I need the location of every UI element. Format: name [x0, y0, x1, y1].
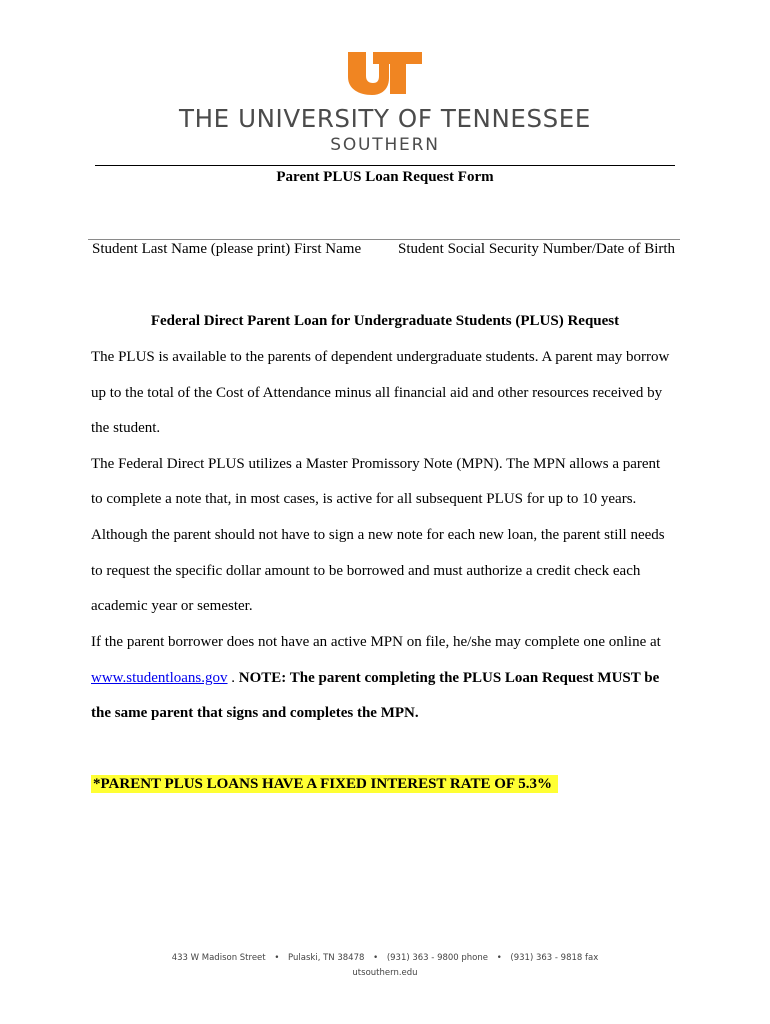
student-ssn-dob-label: Student Social Security Number/Date of Birth: [398, 241, 676, 257]
footer-separator: •: [274, 953, 280, 963]
body-text-line: academic year or semester.: [91, 598, 253, 614]
link-separator: .: [227, 670, 239, 686]
footer-city: Pulaski, TN 38478: [288, 953, 365, 963]
footer-separator: •: [496, 953, 502, 963]
footer-website: utsouthern.edu: [352, 968, 418, 978]
footer-address: 433 W Madison Street: [171, 953, 266, 963]
body-text-line: The Federal Direct PLUS utilizes a Master Promissory Note (MPN). The MPN allows a parent: [91, 456, 661, 472]
ut-power-t-logo-icon: [346, 50, 424, 96]
body-text-line: to request the specific dollar amount to be borrowed and must authorize a credit check each: [91, 563, 641, 579]
body-text-line: the student.: [91, 420, 161, 436]
body-text-line: Although the parent should not have to sign a new note for each new loan, the parent still needs: [91, 527, 665, 543]
student-name-label: Student Last Name (please print) First Name: [92, 241, 362, 257]
note-text-continued: the same parent that signs and completes the MPN.: [91, 705, 419, 721]
header-divider: [95, 165, 675, 166]
body-text-line: up to the total of the Cost of Attendance minus all financial aid and other resources received by: [91, 385, 663, 401]
body-text-line: [91, 670, 659, 687]
rate-notice: [91, 776, 558, 793]
footer-phone: (931) 363 - 9800 phone: [386, 953, 488, 963]
footer-fax: (931) 363 - 9818 fax: [510, 953, 599, 963]
footer-contact: [0, 953, 770, 963]
body-text-line: to complete a note that, in most cases, is active for all subsequent PLUS for up to 10 years.: [91, 491, 637, 507]
signature-line: [88, 239, 680, 240]
studentloans-link[interactable]: www.studentloans.gov: [91, 670, 228, 686]
note-text: NOTE: The parent completing the PLUS Loan Request MUST be: [238, 670, 660, 686]
university-name: THE UNIVERSITY OF TENNESSEE: [179, 104, 591, 133]
section-title: Federal Direct Parent Loan for Undergraduate Students (PLUS) Request: [150, 313, 620, 329]
body-text-line: If the parent borrower does not have an active MPN on file, he/she may complete one online at: [91, 634, 661, 650]
footer-separator: •: [373, 953, 379, 963]
rate-notice-highlight: *PARENT PLUS LOANS HAVE A FIXED INTEREST RATE OF 5.3%: [91, 775, 558, 793]
campus-name: SOUTHERN: [330, 135, 440, 155]
body-text-line: The PLUS is available to the parents of dependent undergraduate students. A parent may borrow: [91, 349, 670, 365]
form-title: Parent PLUS Loan Request Form: [276, 169, 494, 185]
